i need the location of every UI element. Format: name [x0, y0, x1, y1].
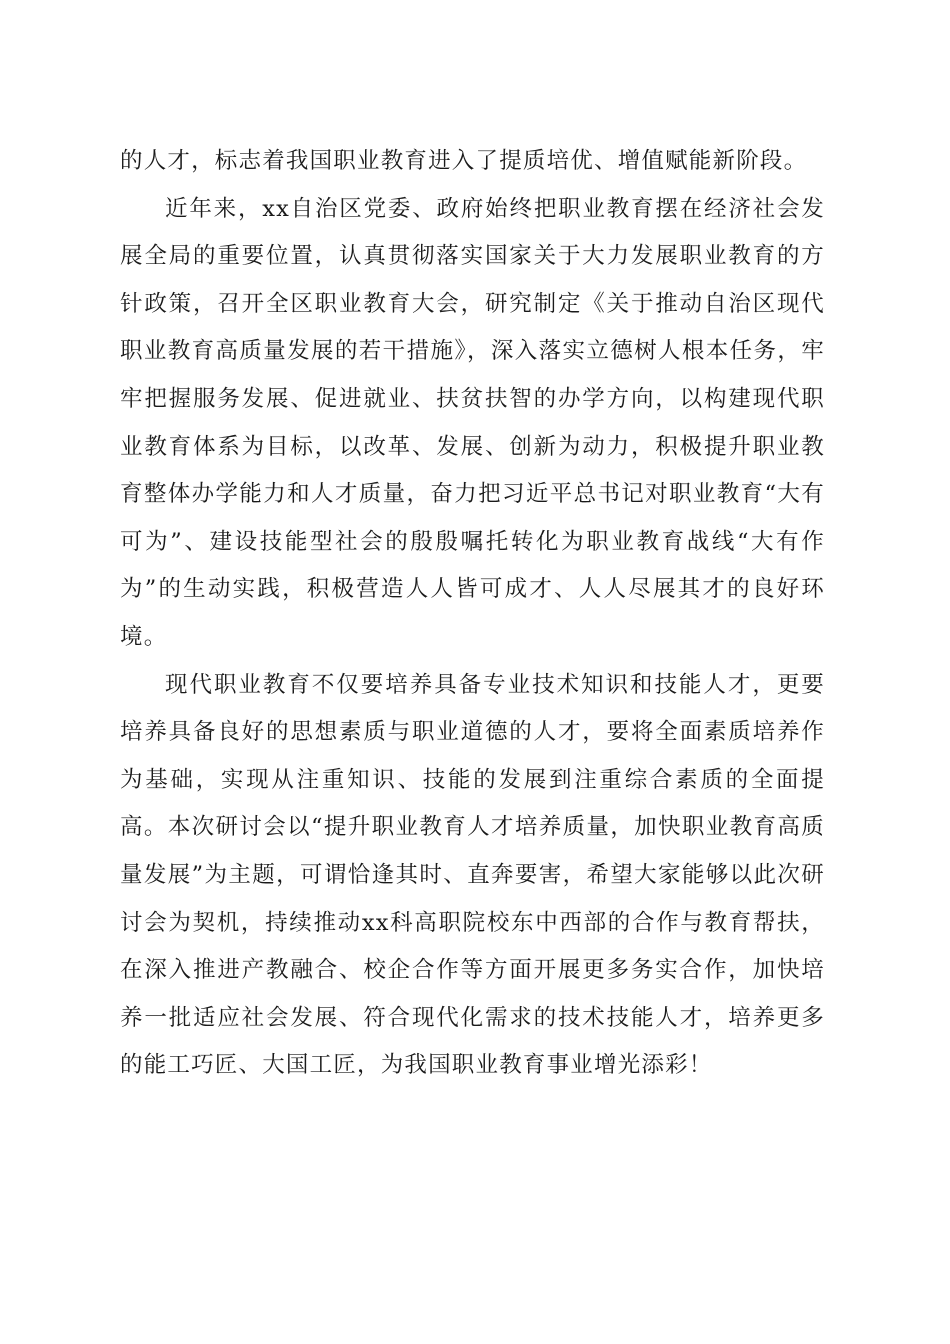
paragraph-vocational-policy: 近年来，xx自治区党委、政府始终把职业教育摆在经济社会发展全局的重要位置，认真贯彻落实国家关于大力发展职业教育的方针政策，召开全区职业教育大会，研究制定《关于推动自治区现代职业教育高质量发展的若干措施》，深入落实立德树人根本任务，牢牢把握服务发展、促进就业、扶贫扶智的办学方向，以构建现代职业教育体系为目标，以改革、发展、创新为动力，积极提升职业教育整体办学能力和人才质量，奋力把习近平总书记对职业教育“大有可为”、建设技能型社会的殷殷嘱托转化为职业教育战线“大有作为”的生动实践，积极营造人人皆可成才、人人尽展其才的良好环境。	[120, 195, 825, 650]
document-body	[120, 138, 825, 1090]
paragraph-continuation: 的人才，标志着我国职业教育进入了提质培优、增值赋能新阶段。	[120, 148, 808, 174]
paragraph-seminar-goals: 现代职业教育不仅要培养具备专业技术知识和技能人才，更要培养具备良好的思想素质与职业道德的人才，要将全面素质培养作为基础，实现从注重知识、技能的发展到注重综合素质的全面提高。本次研讨会以“提升职业教育人才培养质量，加快职业教育高质量发展”为主题，可谓恰逢其时、直奔要害，希望大家能够以此次研讨会为契机，持续推动xx科高职院校东中西部的合作与教育帮扶，在深入推进产教融合、校企合作等方面开展更多务实合作，加快培养一批适应社会发展、符合现代化需求的技术技能人才，培养更多的能工巧匠、大国工匠，为我国职业教育事业增光添彩！	[120, 671, 825, 1079]
